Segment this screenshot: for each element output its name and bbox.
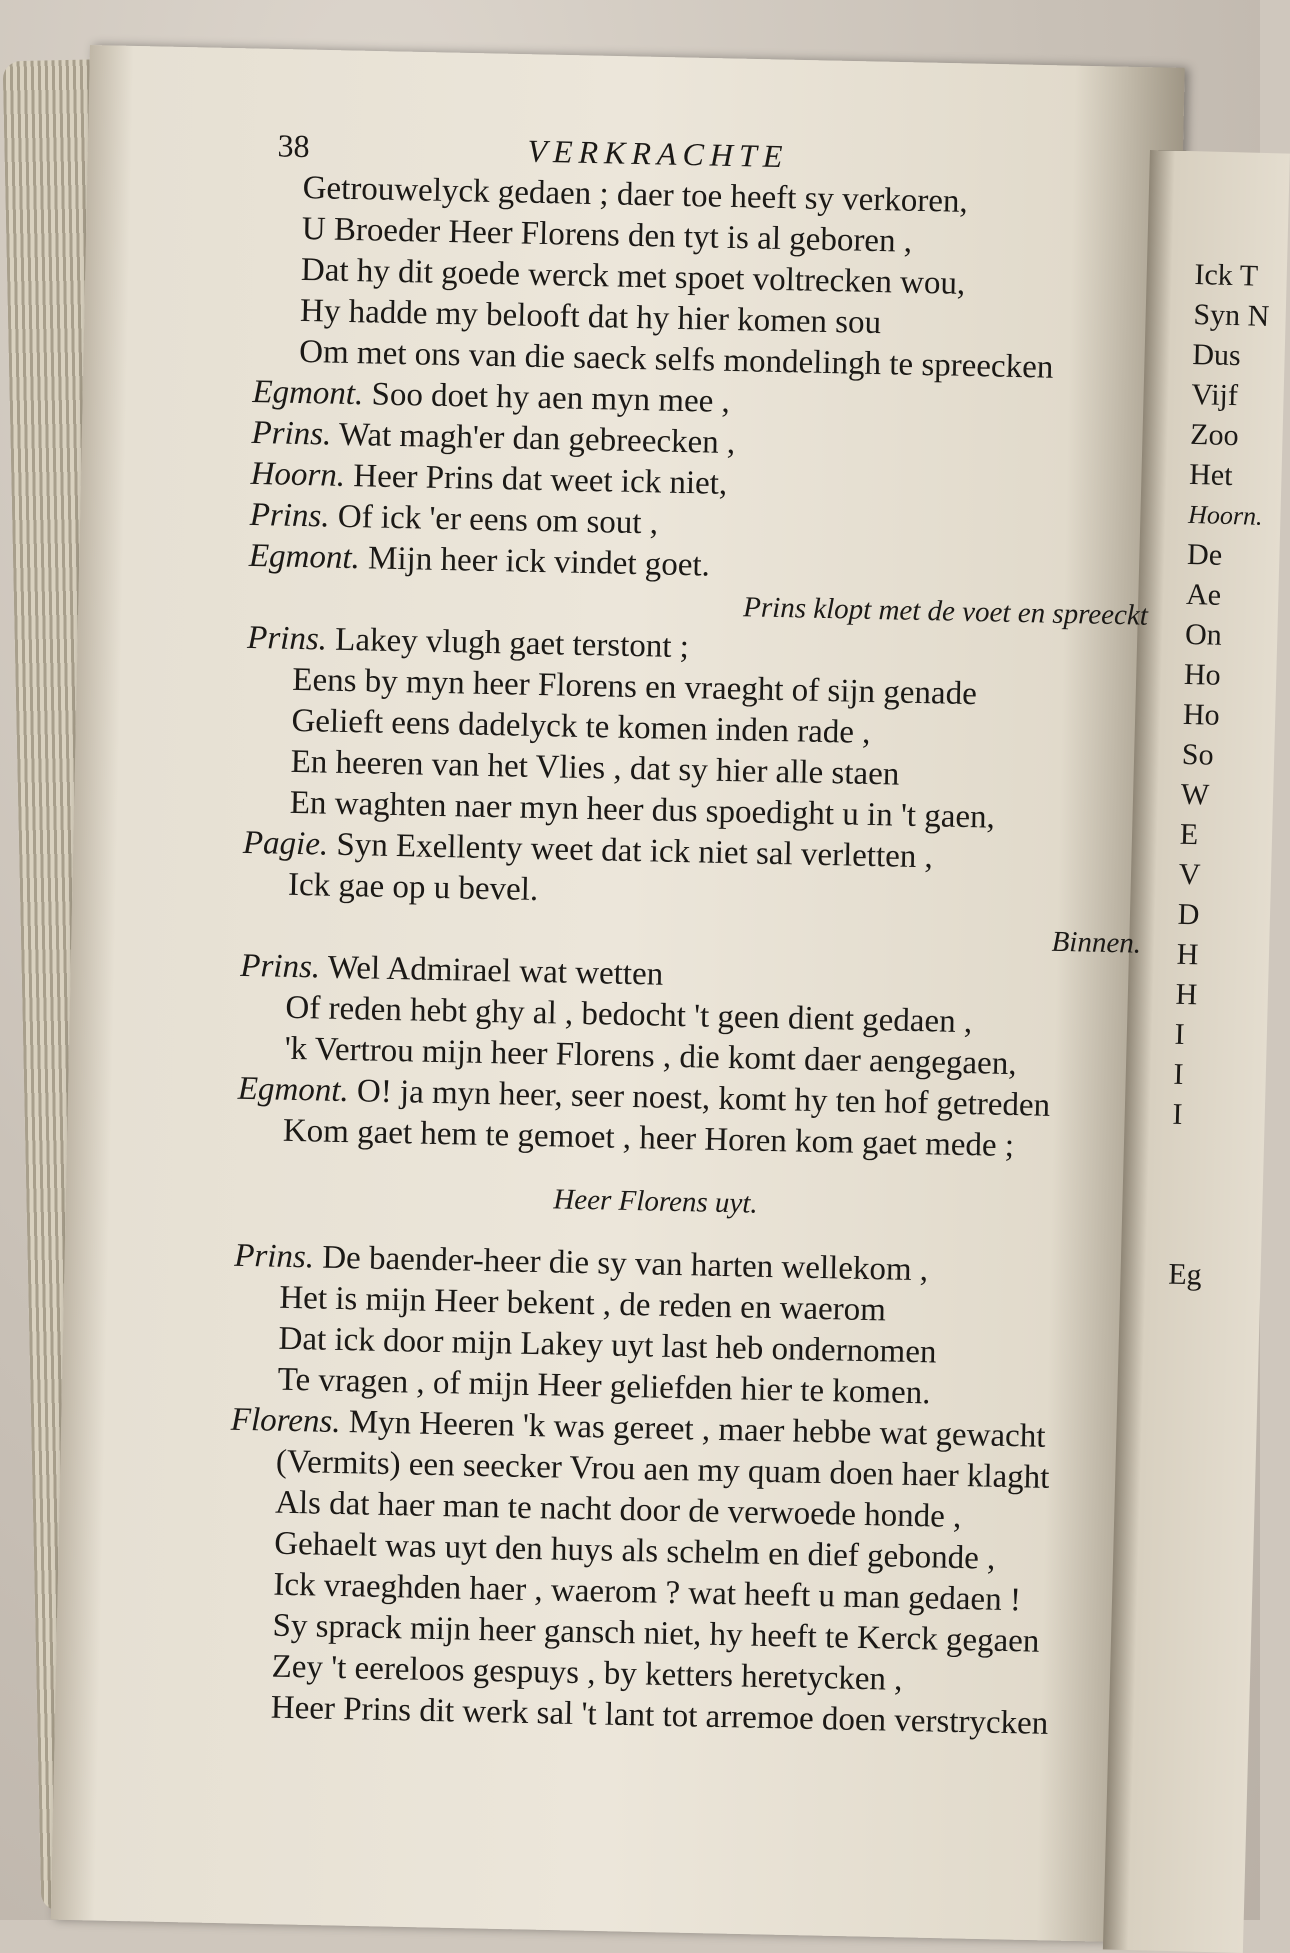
right-page-line: Het — [1188, 457, 1233, 493]
right-page-line: Eg — [1167, 1257, 1203, 1292]
speaker-name: Hoorn. — [250, 455, 346, 494]
right-page-line: Vijf — [1190, 377, 1239, 413]
line-text: Zey 't eereloos gespuys , by ketters heretycken , — [271, 1648, 903, 1698]
right-page-line: Zoo — [1189, 417, 1240, 453]
line-text: Heer Prins dit werk sal 't lant tot arremoe doen verstrycken — [270, 1689, 1049, 1742]
line-text: Heer Prins dat weet ick niet, — [352, 458, 728, 502]
line-text: Getrouwelyck gedaen ; daer toe heeft sy verkoren, — [302, 169, 969, 220]
stage-direction: Binnen. — [1051, 925, 1142, 960]
right-page-line — [1171, 1135, 1262, 1177]
left-page-text — [224, 125, 1157, 1746]
line-text: Gelieft eens dadelyck te komen inden rade , — [291, 702, 871, 751]
line-text: Mijn heer ick vindet goet. — [367, 540, 711, 584]
line-text: Eens by myn heer Florens en vraeght of sijn genade — [292, 661, 978, 713]
right-page-line: Dus — [1191, 337, 1242, 373]
right-page-line: D — [1177, 897, 1200, 932]
right-page-line: So — [1181, 737, 1215, 772]
speaker-name: Prins. — [249, 496, 330, 535]
stage-direction: Heer Florens uyt. — [553, 1183, 758, 1220]
speaker-name: Prins. — [246, 619, 328, 658]
right-page-line: E — [1179, 817, 1199, 852]
line-text: O! ja myn heer, seer noest, komt hy ten hof getreden — [356, 1073, 1051, 1124]
right-page-line: On — [1184, 617, 1223, 652]
right-page-line: I — [1172, 1097, 1183, 1131]
speaker-name: Prins. — [240, 947, 321, 986]
right-page-line — [1170, 1175, 1261, 1217]
right-page-line: I — [1173, 1057, 1184, 1091]
line-text: Wel Admirael wat wetten — [327, 949, 664, 993]
line-text: Of ick 'er eens om sout , — [337, 498, 659, 542]
stage-direction: Prins klopt met de voet en spreeckt — [742, 591, 1149, 632]
line-text: Lakey vlugh gaet terstont ; — [334, 621, 690, 666]
line-text: (Vermits) een seecker Vrou aen my quam doen haer klaght — [275, 1443, 1050, 1496]
line-text: Kom gaet hem te gemoet , heer Horen kom gaet mede ; — [282, 1112, 1015, 1165]
line-text: Gehaelt was uyt den huys als schelm en dief gebonde , — [273, 1525, 996, 1577]
right-page-line: H — [1175, 977, 1198, 1012]
line-text: En heeren van het Vlies , dat sy hier alle staen — [290, 743, 900, 793]
line-text: Syn Exellenty weet dat ick niet sal verletten , — [336, 826, 934, 876]
right-page-line: Ae — [1185, 577, 1222, 612]
line-text: Sy sprack mijn heer gansch niet, hy heeft te Kerck gegaen — [272, 1607, 1040, 1660]
line-text: Ick gae op u bevel. — [287, 866, 539, 909]
right-page-line: Ho — [1182, 697, 1221, 732]
right-page-line — [1169, 1215, 1260, 1257]
line-text: Ick vraeghden haer , waerom ? wat heeft u man gedaen ! — [273, 1566, 1022, 1619]
right-page-line: H — [1176, 937, 1199, 972]
line-text: Als dat haer man te nacht door de verwoede honde , — [274, 1484, 962, 1536]
right-page-line: Hoorn. — [1187, 499, 1263, 531]
line-text: 'k Vertrou mijn heer Florens , die komt daer aengegaen, — [284, 1030, 1017, 1083]
speaker-name: Egmont. — [237, 1070, 350, 1110]
line-text: De baender-heer die sy van harten wellekom , — [321, 1239, 929, 1289]
right-page-line: Ick T — [1194, 257, 1259, 293]
right-page-line: Syn N — [1193, 297, 1270, 333]
line-text: Of reden hebt ghy al , bedocht 't geen dient gedaen , — [285, 989, 973, 1041]
line-text: Hy hadde my belooft dat hy hier komen sou — [299, 292, 882, 342]
speaker-name: Florens. — [230, 1401, 341, 1441]
speaker-name: Prins. — [251, 414, 332, 453]
running-head: VERKRACHTE — [527, 132, 789, 175]
right-page-line: W — [1180, 777, 1210, 812]
verse-lines — [224, 167, 1156, 1747]
line-text: Dat ick door mijn Lakey uyt last heb ondernomen — [278, 1320, 937, 1371]
line-text: Soo doet hy aen myn mee , — [371, 376, 731, 420]
line-text: Myn Heeren 'k was gereet , maer hebbe wat gewacht — [348, 1404, 1046, 1455]
right-page-line: De — [1186, 537, 1223, 572]
right-page-line: Ho — [1183, 657, 1222, 692]
line-text: En waghten naer myn heer dus spoedight u in 't gaen, — [289, 784, 996, 836]
right-page-line: V — [1178, 857, 1201, 892]
speaker-name: Prins. — [233, 1237, 315, 1276]
page-number: 38 — [277, 127, 310, 165]
speaker-name: Pagie. — [242, 824, 329, 863]
line-text: Het is mijn Heer bekent , de reden en waerom — [279, 1279, 887, 1329]
speaker-name: Egmont. — [252, 373, 364, 413]
right-page-line: I — [1174, 1017, 1186, 1051]
line-text: Dat hy dit goede werck met spoet voltrecken wou, — [300, 251, 966, 302]
line-text: U Broeder Heer Florens den tyt is al geboren , — [301, 210, 913, 260]
line-text: Te vragen , of mijn Heer geliefden hier te komen. — [277, 1361, 931, 1412]
line-text: Om met ons van die saeck selfs mondelingh te spreecken — [298, 333, 1054, 386]
line-text: Wat magh'er dan gebreecken , — [338, 416, 736, 462]
speaker-name: Egmont. — [248, 537, 361, 577]
